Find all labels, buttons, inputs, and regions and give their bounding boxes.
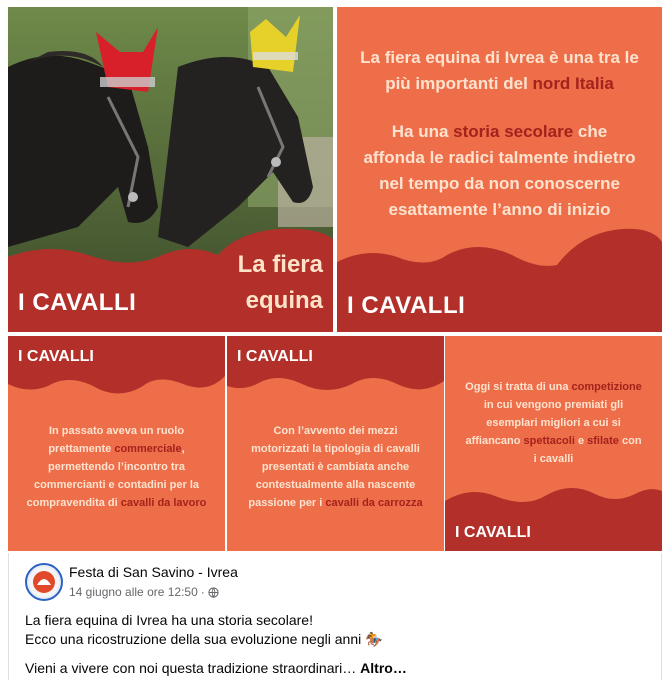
tile-today[interactable] — [445, 336, 662, 551]
tile1-title-line1: La fiera — [237, 251, 323, 278]
tile-past[interactable] — [8, 336, 225, 551]
post-line-1: La fiera equina di Ivrea ha una storia secolare! — [25, 612, 313, 628]
post-line-3 — [25, 659, 407, 678]
globe-icon — [208, 587, 219, 598]
avatar-icon — [27, 565, 61, 599]
photo-grid — [8, 7, 662, 551]
post-line-2: Ecco una ricostruzione della sua evoluzione negli anni 🏇 — [25, 631, 383, 647]
tile4-text: Con l’avvento dei mezzi motorizzati la tipologia di cavalli presentati è cambiata anche contestualmente alla nascente passione per i cavalli da carrozza — [248, 425, 423, 509]
tile3-label: I CAVALLI — [18, 348, 94, 365]
tile5-label: I CAVALLI — [455, 524, 531, 541]
post-body — [25, 611, 407, 678]
horses-photo-tile[interactable] — [8, 7, 333, 332]
tile-intro[interactable] — [337, 7, 662, 332]
page-name-link[interactable]: Festa di San Savino - Ivrea — [69, 564, 238, 580]
post-date[interactable]: 14 giugno alle ore 12:50 — [69, 585, 198, 599]
tile2-text: La fiera equina di Ivrea è una tra le più importanti del nord Italia Ha una storia secolare che affonda le radici talmente indietro nel tempo da non conoscerne esattamente l’anno di inizio — [360, 48, 639, 219]
tile3-text: In passato aveva un ruolo prettamente commerciale, permettendo l’incontro tra commercianti e contadini per la compravendita di cavalli da lavoro — [26, 425, 207, 509]
see-more-link[interactable]: Altro… — [360, 660, 407, 676]
tile5-text: Oggi si tratta di una competizione in cui vengono premiati gli esemplari migliori a cui si affiancano spettacoli e sfilate con i cavalli — [465, 381, 642, 465]
post-line-3-text: Vieni a vivere con noi questa tradizione straordinari… — [25, 660, 357, 676]
tile1-title-line2: equina — [245, 287, 323, 314]
tile4-label: I CAVALLI — [237, 348, 313, 365]
tile2-label: I CAVALLI — [347, 292, 466, 319]
tile-motorized[interactable] — [227, 336, 444, 551]
tile1-label: I CAVALLI — [18, 289, 137, 316]
post-card — [8, 553, 662, 680]
tile1-title — [238, 247, 323, 319]
post-meta — [69, 585, 219, 599]
meta-separator: · — [200, 585, 205, 599]
page-avatar[interactable] — [25, 563, 63, 601]
